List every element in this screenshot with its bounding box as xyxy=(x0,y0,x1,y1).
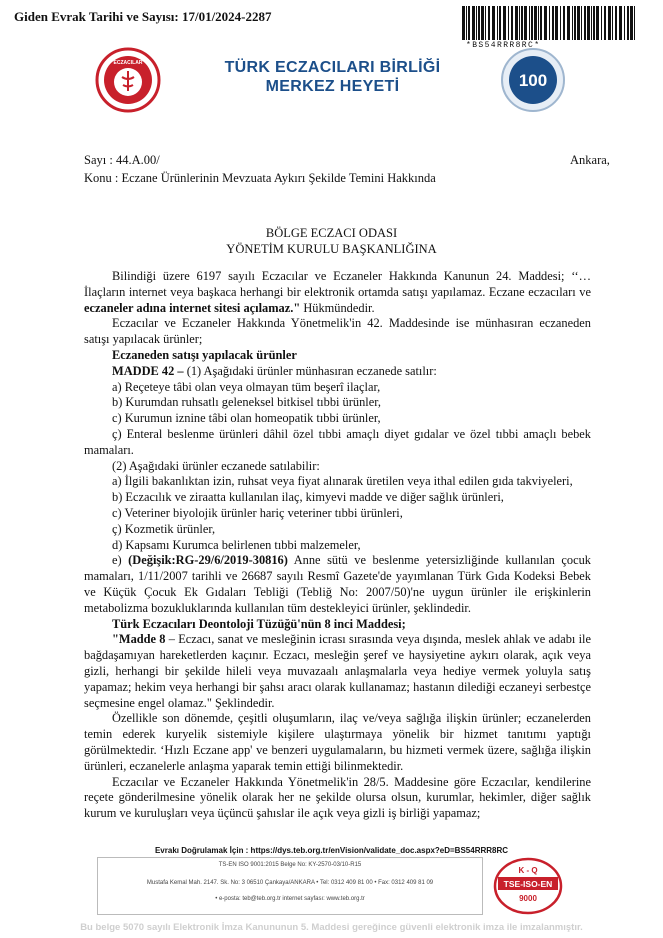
article-8-quote: "Madde 8 – Eczacı, sanat ve mesleğinin icrası sırasında veya dışında, meslek ahlak ve adabı ile bağdaşamıyan hareketlerden kaçınır. Eczacı, mesleğin şeref ve haysiyetine aykırı olarak, açık veya gizli, herhangi bir şekilde hileli veya muvazaalı anlaşmalarla veya hediye vermek yoluyla satış yapamaz; hekim veya herhangi bir şahsı aracı olarak kullanamaz; hastanın dilediği eczaneyi serbestçe seçmesine engel olamaz." Şeklindedir. xyxy=(84,632,591,710)
tse-certification-icon xyxy=(492,855,564,917)
organization-name xyxy=(190,58,475,96)
organization-name-line2: MERKEZ HEYETİ xyxy=(265,78,400,95)
footer-contact-box xyxy=(97,857,483,915)
verification-link[interactable]: Evrakı Doğrulamak İçin : https://dys.teb.org.tr/enVision/validate_doc.aspx?eD=BS54RRR8RC xyxy=(154,846,509,855)
article-42-part2: (2) Aşağıdaki ürünler eczanede satılabilir: xyxy=(112,458,320,473)
paragraph-law-24: Bilindiği üzere 6197 sayılı Eczacılar ve Eczaneler Hakkında Kanunun 24. Maddesi; ‘‘…İlaçların internet veya başkaca herhangi bir elektronik ortamda satışı yapılamaz. Eczane eczacıları ve eczaneler adına internet sitesi açılamaz." Hükmündedir. xyxy=(84,269,591,315)
list-item: c) Kurumun iznine tâbi olan homeopatik tıbbi ürünler, xyxy=(112,411,381,426)
svg-text:ECZACILAR: ECZACILAR xyxy=(113,60,143,66)
tse-top-text: K - Q xyxy=(518,866,538,875)
recipient-line2: YÖNETİM KURULU BAŞKANLIĞINA xyxy=(226,242,437,256)
e-signature-note: Bu belge 5070 sayılı Elektronik İmza Kanununun 5. Maddesi gereğince güvenli elektronik imza ile imzalanmıştır. xyxy=(80,922,583,933)
list-item: e) (Değişik:RG-29/6/2019-30816) Anne sütü ve beslenme yetersizliğinde kullanılan çocuk mamaları, 1/11/2007 tarihli ve 26687 sayılı Resmî Gazete'de yayımlanan Türk Gıda Kodeksi Bebek ve Küçük Çocuk Ek Gıdaları Tebliği (Tebliğ No: 2007/50)'ne uygun ürünler ile erişkinlerin metabolizma bozukluklarında kullanılan tüm destekleyici ürünler, şeklindedir. xyxy=(84,553,591,615)
list-item: d) Kapsamı Kurumca belirlenen tıbbi malzemeler, xyxy=(112,537,361,552)
100-yil-badge-icon xyxy=(500,47,566,113)
footer-contact-line: • e-posta: teb@teb.org.tr internet sayfası: www.teb.org.tr xyxy=(215,896,365,902)
list-item: ç) Enteral beslenme ürünleri dâhil özel tıbbi amaçlı diyet gıdalar ve özel tıbbi amaçlı bebek mamaları. xyxy=(84,426,591,457)
heading-pharmacy-products: Eczaneden satışı yapılacak ürünler xyxy=(112,347,297,362)
organization-name-line1: TÜRK ECZACILARI BİRLİĞİ xyxy=(224,59,441,76)
list-item: c) Veteriner biyolojik ürünler hariç veteriner tıbbi ürünleri, xyxy=(112,505,403,520)
paragraph-regulation-42: Eczacılar ve Eczaneler Hakkında Yönetmelik'in 42. Maddesinde ise münhasıran eczaneden satışı yapılacak ürünler; xyxy=(84,316,591,347)
heading-deontology: Türk Eczacıları Deontoloji Tüzüğü'nün 8 inci Maddesi; xyxy=(112,616,406,631)
list-item: b) Kurumdan ruhsatlı geleneksel bitkisel tıbbi ürünler, xyxy=(112,395,381,410)
barcode-icon xyxy=(460,6,640,42)
footer-iso-line: TS-EN ISO 9001:2015 Belge No: KY-2570-03/10-R15 xyxy=(218,862,362,868)
recipient-line1: BÖLGE ECZACI ODASI xyxy=(265,226,398,240)
outgoing-document-info: Giden Evrak Tarihi ve Sayısı: 17/01/2024-2287 xyxy=(14,9,272,24)
list-item: a) İlgili bakanlıktan izin, ruhsat veya fiyat alınarak üretilen veya ithal edilen gıda takviyeleri, xyxy=(112,474,573,489)
paragraph-courier-services: Özellikle son dönemde, çeşitli oluşumların, ilaç ve/veya sağlığa ilişkin ürünler; eczanelerden temin ederek kuryelik sistemiyle kişilere ulaştırmaya yönelik bir hizmet tanıtımı yaptığı görülmektedir. ‘Hızlı Eczane app' ve benzeri uygulamaların, bu hizmeti vermek üzere, sağlığa ilişkin ürünleri, eczanelerle anlaşma yaparak temin ettiği bilinmektedir. xyxy=(84,711,591,773)
list-item: b) Eczacılık ve ziraatta kullanılan ilaç, kimyevi madde ve diğer sağlık ürünleri, xyxy=(112,490,504,505)
tse-number-text: 9000 xyxy=(519,894,537,903)
badge-number: 100 xyxy=(518,71,548,90)
paragraph-regulation-28: Eczacılar ve Eczaneler Hakkında Yönetmelik'in 28/5. Maddesine göre Eczacılar, kendilerine reçete gönderilmesine yönelik olarak her ne şekilde olursa olsun, kurumlar, hekimler, diğer sağlık kurum ve kuruluşları veya üçüncü şahıslar ile açık veya gizli iş birliği yapamaz; xyxy=(84,774,591,821)
letter-body xyxy=(84,269,591,822)
list-item: a) Reçeteye tâbi olan veya olmayan tüm beşerî ilaçlar, xyxy=(112,379,381,394)
footer-address-line: Mustafa Kemal Mah. 2147. Sk. No: 3 06510 Çankaya/ANKARA • Tel: 0312 409 81 00 • Fax: 0312 409 81 09 xyxy=(146,880,434,886)
list-item: ç) Kozmetik ürünler, xyxy=(112,521,216,536)
recipient xyxy=(0,225,663,257)
barcode-text: *BS54RRR8RC* xyxy=(466,41,541,50)
document-place: Ankara, xyxy=(570,153,610,167)
article-42-intro: MADDE 42 – (1) Aşağıdaki ürünler münhasıran eczanede satılır: xyxy=(112,363,437,378)
document-subject: Konu : Eczane Ürünlerinin Mevzuata Aykırı Şekilde Temini Hakkında xyxy=(84,171,436,185)
eczacilar-birligi-seal-icon xyxy=(95,47,161,113)
document-number: Sayı : 44.A.00/ xyxy=(84,153,160,167)
tse-mid-text: TSE-ISO-EN xyxy=(503,879,553,889)
